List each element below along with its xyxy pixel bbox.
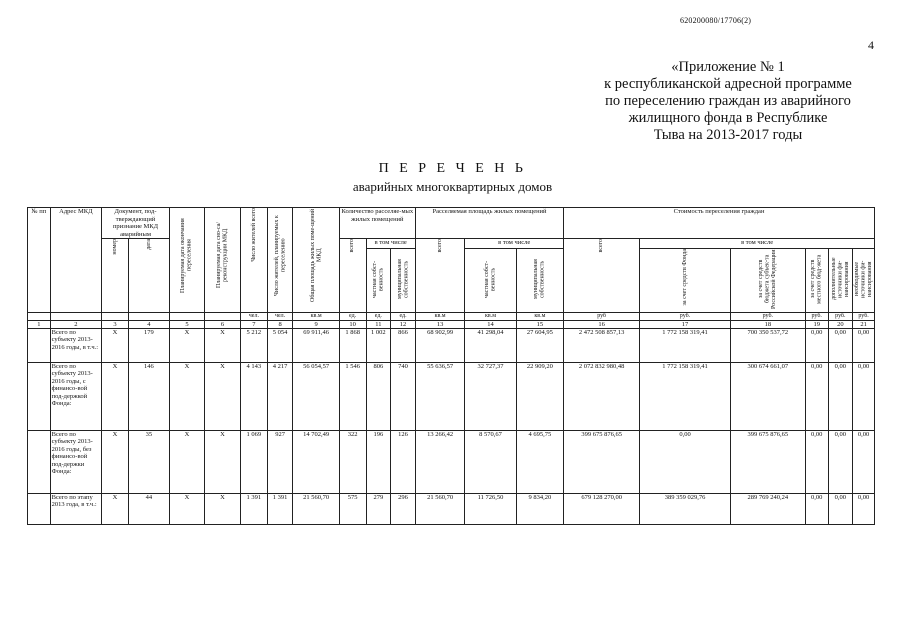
data-cell: 27 604,95 bbox=[516, 328, 563, 362]
unit-cell bbox=[28, 312, 51, 320]
data-cell: 1 868 bbox=[339, 328, 366, 362]
housing-table-wrapper bbox=[27, 207, 875, 525]
data-cell: 0,00 bbox=[805, 328, 828, 362]
appendix-line: по переселению граждан из аварийного bbox=[605, 93, 851, 109]
header-area-municipal bbox=[516, 249, 563, 313]
data-cell: 1 391 bbox=[267, 493, 293, 524]
header-cost-total bbox=[564, 239, 640, 313]
header-cost-additional bbox=[828, 249, 853, 313]
data-cell: 300 674 661,07 bbox=[730, 362, 805, 430]
unit-cell: ед. bbox=[339, 312, 366, 320]
data-cell: 0,00 bbox=[828, 362, 853, 430]
header-residents-total-text: Число жителей всего bbox=[250, 208, 257, 262]
column-number: 14 bbox=[465, 320, 516, 328]
data-cell: 2 472 508 857,13 bbox=[564, 328, 640, 362]
header-area-total-text: всего bbox=[436, 239, 443, 253]
column-number: 7 bbox=[240, 320, 267, 328]
data-cell: 8 570,67 bbox=[465, 430, 516, 493]
document-number: 620200080/17706(2) bbox=[680, 16, 752, 25]
header-total-area bbox=[293, 208, 339, 313]
unit-cell: руб bbox=[564, 312, 640, 320]
row-label: Всего по этапу 2013 года, в т.ч.: bbox=[50, 493, 101, 524]
unit-cell: руб. bbox=[805, 312, 828, 320]
column-number: 18 bbox=[730, 320, 805, 328]
data-cell: 4 217 bbox=[267, 362, 293, 430]
appendix-line: Тыва на 2013-2017 годы bbox=[653, 127, 803, 143]
column-number: 11 bbox=[366, 320, 391, 328]
row-label: Всего по субъекту 2013-2016 годы, в т.ч.: bbox=[50, 328, 101, 362]
header-area-private bbox=[465, 249, 516, 313]
column-number: 8 bbox=[267, 320, 293, 328]
header-cost: Стоимость переселения граждан bbox=[564, 208, 875, 239]
data-cell: X bbox=[204, 362, 240, 430]
data-cell: 1 772 158 319,41 bbox=[640, 362, 731, 430]
row-num-cell bbox=[28, 362, 51, 430]
header-cost-fund bbox=[640, 249, 731, 313]
data-cell: 55 636,57 bbox=[415, 362, 464, 430]
data-cell: 32 727,37 bbox=[465, 362, 516, 430]
header-cost-local bbox=[805, 249, 828, 313]
column-number: 21 bbox=[853, 320, 875, 328]
table-row bbox=[28, 328, 875, 362]
data-cell: 14 702,49 bbox=[293, 430, 339, 493]
unit-cell bbox=[204, 312, 240, 320]
header-planned-demolish bbox=[204, 208, 240, 313]
unit-cell: руб. bbox=[640, 312, 731, 320]
housing-table bbox=[27, 207, 875, 525]
data-cell: X bbox=[204, 328, 240, 362]
header-rooms-private-text: частная собст-венность bbox=[371, 260, 385, 298]
data-cell: 21 560,70 bbox=[415, 493, 464, 524]
data-cell: 0,00 bbox=[805, 493, 828, 524]
unit-cell: чел. bbox=[267, 312, 293, 320]
data-cell: 146 bbox=[128, 362, 169, 430]
data-cell: 126 bbox=[391, 430, 416, 493]
header-rooms-count: Количество расселяе-мых жилых помещений bbox=[339, 208, 415, 239]
data-cell: X bbox=[102, 328, 129, 362]
data-cell: X bbox=[169, 362, 204, 430]
row-num-cell bbox=[28, 493, 51, 524]
page-number: 4 bbox=[868, 38, 874, 52]
appendix-line: жилищного фонда в Республике bbox=[628, 110, 828, 126]
column-number: 4 bbox=[128, 320, 169, 328]
data-cell: 679 128 270,00 bbox=[564, 493, 640, 524]
header-address: Адрес МКД bbox=[50, 208, 101, 313]
column-number: 13 bbox=[415, 320, 464, 328]
data-cell: 56 054,57 bbox=[293, 362, 339, 430]
data-cell: 9 834,20 bbox=[516, 493, 563, 524]
data-cell: 1 069 bbox=[240, 430, 267, 493]
column-number: 2 bbox=[50, 320, 101, 328]
header-rooms-of-which: в том числе bbox=[366, 239, 415, 249]
column-number: 10 bbox=[339, 320, 366, 328]
data-cell: 41 298,04 bbox=[465, 328, 516, 362]
header-residents-total bbox=[240, 208, 267, 313]
header-doc-date bbox=[128, 239, 169, 313]
unit-cell: кв.м bbox=[465, 312, 516, 320]
data-cell: 13 266,42 bbox=[415, 430, 464, 493]
appendix-line: «Приложение № 1 bbox=[671, 59, 785, 75]
table-row bbox=[28, 493, 875, 524]
data-cell: X bbox=[204, 493, 240, 524]
column-number: 17 bbox=[640, 320, 731, 328]
header-rooms-private bbox=[366, 249, 391, 313]
column-number: 9 bbox=[293, 320, 339, 328]
data-cell: 399 675 876,65 bbox=[564, 430, 640, 493]
data-cell: 0,00 bbox=[805, 362, 828, 430]
data-cell: 22 909,20 bbox=[516, 362, 563, 430]
header-cost-subject-text: за счет средств бюджета субъек-та Российской Федерации bbox=[758, 249, 778, 309]
data-cell: 322 bbox=[339, 430, 366, 493]
column-number: 16 bbox=[564, 320, 640, 328]
header-doc-date-text: дата bbox=[145, 239, 152, 250]
data-cell: 296 bbox=[391, 493, 416, 524]
table-row bbox=[28, 362, 875, 430]
unit-cell: руб. bbox=[730, 312, 805, 320]
table-row bbox=[28, 430, 875, 493]
data-cell: 69 911,46 bbox=[293, 328, 339, 362]
data-cell: 0,00 bbox=[828, 430, 853, 493]
unit-cell: ед. bbox=[366, 312, 391, 320]
data-cell: 0,00 bbox=[853, 362, 875, 430]
data-cell: 1 002 bbox=[366, 328, 391, 362]
column-number: 3 bbox=[102, 320, 129, 328]
data-cell: 806 bbox=[366, 362, 391, 430]
data-cell: 0,00 bbox=[853, 430, 875, 493]
unit-cell: руб. bbox=[853, 312, 875, 320]
unit-cell: кв.м bbox=[293, 312, 339, 320]
column-number: 5 bbox=[169, 320, 204, 328]
data-cell: X bbox=[102, 493, 129, 524]
row-num-cell bbox=[28, 328, 51, 362]
header-doc-number bbox=[102, 239, 129, 313]
data-cell: 927 bbox=[267, 430, 293, 493]
data-cell: 575 bbox=[339, 493, 366, 524]
data-cell: 5 054 bbox=[267, 328, 293, 362]
document-subtitle: аварийных многоквартирных домов bbox=[352, 179, 553, 194]
header-cost-local-text: за счет средств местного бюд-жета bbox=[810, 254, 823, 304]
header-document: Документ, под-тверждающий признание МКД аварийным bbox=[102, 208, 170, 239]
header-area-total bbox=[415, 239, 464, 313]
row-label: Всего по субъекту 2013-2016 годы, без финансо-вой под-держки Фонда: bbox=[50, 430, 101, 493]
column-numbers-row bbox=[28, 320, 875, 328]
data-cell: 1 391 bbox=[240, 493, 267, 524]
data-cell: 35 bbox=[128, 430, 169, 493]
unit-cell bbox=[102, 312, 129, 320]
appendix-heading bbox=[588, 59, 868, 144]
column-number: 12 bbox=[391, 320, 416, 328]
data-cell: 399 675 876,65 bbox=[730, 430, 805, 493]
column-number: 19 bbox=[805, 320, 828, 328]
data-cell: X bbox=[169, 430, 204, 493]
header-residents-planned bbox=[267, 208, 293, 313]
data-cell: 279 bbox=[366, 493, 391, 524]
data-cell: 0,00 bbox=[828, 493, 853, 524]
unit-cell bbox=[128, 312, 169, 320]
header-doc-number-text: номер bbox=[111, 239, 118, 255]
header-num: № пп bbox=[28, 208, 51, 313]
data-cell: X bbox=[102, 430, 129, 493]
data-cell: 740 bbox=[391, 362, 416, 430]
data-cell: 196 bbox=[366, 430, 391, 493]
data-cell: 5 212 bbox=[240, 328, 267, 362]
unit-cell: ед. bbox=[391, 312, 416, 320]
header-rooms-municipal-text: муниципальная собственность bbox=[396, 259, 410, 299]
data-cell: X bbox=[169, 493, 204, 524]
data-cell: 4 143 bbox=[240, 362, 267, 430]
data-cell: 44 bbox=[128, 493, 169, 524]
unit-cell: руб. bbox=[828, 312, 853, 320]
data-cell: 21 560,70 bbox=[293, 493, 339, 524]
header-rooms-area: Расселяемая площадь жилых помещений bbox=[415, 208, 563, 239]
header-planned-demolish-text: Планируемая дата сно-са/реконструкции МКД bbox=[215, 222, 229, 289]
unit-cell: чел. bbox=[240, 312, 267, 320]
header-residents-planned-text: Число жителей, планируемых к переселению bbox=[273, 215, 287, 296]
column-number: 20 bbox=[828, 320, 853, 328]
data-cell: X bbox=[102, 362, 129, 430]
header-total-area-text: Общая площадь жилых поме-щений МКД bbox=[309, 208, 323, 303]
data-cell: 866 bbox=[391, 328, 416, 362]
data-cell: 700 350 537,72 bbox=[730, 328, 805, 362]
data-cell: 68 902,99 bbox=[415, 328, 464, 362]
data-cell: 1 772 158 319,41 bbox=[640, 328, 731, 362]
data-cell: X bbox=[169, 328, 204, 362]
header-cost-necessary bbox=[853, 249, 875, 313]
unit-cell bbox=[169, 312, 204, 320]
row-label: Всего по субъекту 2013-2016 годы, с финансо-вой под-держкой Фонда: bbox=[50, 362, 101, 430]
header-area-private-text: частная собст-венность bbox=[484, 260, 497, 298]
header-cost-total-text: всего bbox=[598, 239, 605, 253]
units-row bbox=[28, 312, 875, 320]
header-area-of-which: в том числе bbox=[465, 239, 564, 249]
header-planned-end-text: Планируемая дата окончания переселения bbox=[180, 218, 193, 293]
data-cell: 0,00 bbox=[853, 328, 875, 362]
header-cost-additional-text: дополнительные источники фи-нансирования bbox=[830, 257, 850, 301]
data-cell: 4 695,75 bbox=[516, 430, 563, 493]
header-cost-of-which: в том числе bbox=[640, 239, 875, 249]
column-number: 1 bbox=[28, 320, 51, 328]
row-num-cell bbox=[28, 430, 51, 493]
data-cell: 0,00 bbox=[640, 430, 731, 493]
data-cell: 11 726,50 bbox=[465, 493, 516, 524]
data-cell: 389 359 029,76 bbox=[640, 493, 731, 524]
appendix-line: к республиканской адресной программе bbox=[604, 76, 852, 92]
header-rooms-total bbox=[339, 239, 366, 313]
data-cell: 0,00 bbox=[805, 430, 828, 493]
column-number: 15 bbox=[516, 320, 563, 328]
unit-cell: кв.м bbox=[516, 312, 563, 320]
header-area-municipal-text: муниципальная собственность bbox=[533, 259, 546, 299]
header-cost-necessary-text: необходимые источники фи-нансирования bbox=[854, 260, 874, 298]
header-rooms-total-text: всего bbox=[349, 239, 356, 253]
data-cell: 289 769 240,24 bbox=[730, 493, 805, 524]
header-rooms-municipal bbox=[391, 249, 416, 313]
header-cost-fund-text: за счет средств Фонда bbox=[681, 249, 688, 306]
data-cell: 179 bbox=[128, 328, 169, 362]
header-cost-subject bbox=[730, 249, 805, 313]
unit-cell bbox=[50, 312, 101, 320]
document-title: П Е Р Е Ч Е Н Ь bbox=[378, 161, 527, 176]
unit-cell: кв.м bbox=[415, 312, 464, 320]
data-cell: 1 546 bbox=[339, 362, 366, 430]
data-cell: 2 072 832 980,48 bbox=[564, 362, 640, 430]
data-cell: 0,00 bbox=[853, 493, 875, 524]
data-cell: 0,00 bbox=[828, 328, 853, 362]
column-number: 6 bbox=[204, 320, 240, 328]
header-planned-end bbox=[169, 208, 204, 313]
data-cell: X bbox=[204, 430, 240, 493]
